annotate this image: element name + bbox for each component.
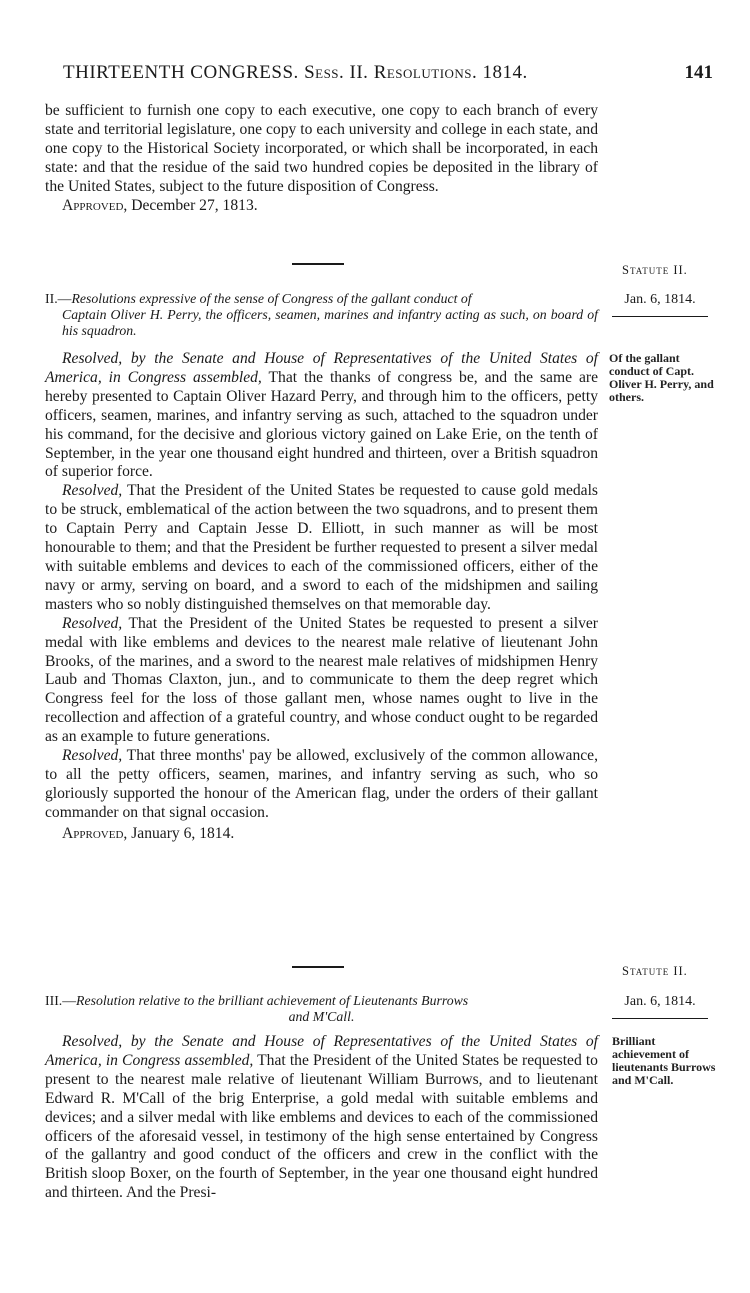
header-title-line xyxy=(63,62,528,84)
margin-note: Of the gallant conduct of Capt. Oliver H. Perry, and others. xyxy=(609,351,714,404)
resolution-paragraph xyxy=(45,350,598,482)
resolved-lead: Resolved, xyxy=(62,482,123,500)
resolution-title-line2: and M'Call. xyxy=(288,1009,355,1024)
session-label: Sess. II. xyxy=(304,62,369,83)
resolution-title-line2: Captain Oliver H. Perry, the officers, seamen, marines and infantry acting as such, on board of his squadron. xyxy=(62,307,598,338)
resolution-number: III.— xyxy=(45,993,77,1008)
approved-label: Approved, xyxy=(62,824,128,842)
date-underline xyxy=(612,316,708,317)
resolution-approved xyxy=(45,825,598,844)
opening-approved xyxy=(45,197,598,216)
resolution-paragraph xyxy=(45,615,598,747)
resolution-title xyxy=(45,993,598,1025)
opening-block xyxy=(45,102,598,215)
resolution-body xyxy=(45,1033,598,1203)
resolved-lead: Resolved, xyxy=(62,747,123,765)
resolution-date: Jan. 6, 1814. xyxy=(624,994,696,1009)
paragraph-text: That the President of the United States be requested to present a silver medal with like emblems and devices to the nearest male relative of lieutenant John Brooks, of the marines, and a sword to the nearest male relatives of midshipmen Henry Laub and Thomas Claxton, jun., and to communicate to them the deep regret which Congress feel for the loss of those gallant men, whose names ought to live in the recollection and affection of a grateful country, and whose conduct ought to be regarded as an example to future generations. xyxy=(45,614,598,746)
opening-paragraph: be sufficient to furnish one copy to each executive, one copy to each branch of every state and territorial legislature, one copy to each university and college in each state, and one copy to the Historical Society incorporated, or which shall be incorporated, in each state: and that the residue of the said two hundred copies be deposited in the library of the United States, subject to the future disposition of Congress. xyxy=(45,102,598,195)
date-underline xyxy=(612,1018,708,1019)
statute-label: Statute II. xyxy=(622,964,688,978)
approved-date: January 6, 1814. xyxy=(131,824,235,842)
header-year: 1814. xyxy=(482,62,528,83)
enacting-clause: Resolved, by the Senate and House of Representatives of the United States of America, in Congress assembled, xyxy=(45,350,598,386)
resolution-paragraph xyxy=(45,747,598,823)
page-number: 141 xyxy=(684,62,713,83)
paragraph-text: That the thanks of congress be, and the same are hereby presented to Captain Oliver Hazard Perry, and through him to the officers, petty officers, seamen, marines, and infantry serving as such, attached to the squadron under his command, for the decisive and glorious victory gained on Lake Erie, on the tenth of September, in the year one thousand eight hundred and thirteen, over a British squadron of superior force. xyxy=(45,368,598,481)
section-label: Resolutions. xyxy=(373,62,478,83)
resolution-date: Jan. 6, 1814. xyxy=(624,292,696,307)
resolution-title-line1: Resolution relative to the brilliant achievement of Lieutenants Burrows xyxy=(76,993,469,1008)
approved-label: Approved, xyxy=(62,196,128,214)
paragraph-text: That the President of the United States be requested to cause gold medals to be struck, emblematical of the action between the two squadrons, and to present them to Captain Perry and Captain Jesse D. Elliott, in such manner as will be most honourable to them; and that the President be further requested to present a silver medal with suitable emblems and devices to each of the commissioned officers, either of the navy or army, serving on board, and a sword to each of the midshipmen and sailing masters who so nobly distinguished themselves on that memorable day. xyxy=(45,482,598,613)
congress-title: THIRTEENTH CONGRESS. xyxy=(63,62,299,83)
resolution-body xyxy=(45,350,598,844)
margin-note: Brilliant achievement of lieutenants Burrows and M'Call. xyxy=(612,1034,716,1087)
resolution-title xyxy=(45,291,598,339)
paragraph-text: That the President of the United States be requested to present to the nearest male relative of lieutenant William Burrows, and to lieutenant Edward R. M'Call of the brig Enterprise, a gold medal with suitable emblems and devices; and a silver medal with like emblems and devices to each of the commissioned officers of the aforesaid vessel, in testimony of the high sense entertained by Congress of the gallantry and good conduct of the officers and crew in the conflict with the British sloop Boxer, on the fourth of September, in the year one thousand eight hundred and thirteen. And the Presi- xyxy=(45,1051,598,1202)
enacting-clause: Resolved, by the Senate and House of Representatives of the United States of America, in Congress assembled, xyxy=(45,1033,598,1069)
section-divider xyxy=(292,263,344,265)
resolution-paragraph xyxy=(45,482,598,614)
paragraph-text: That three months' pay be allowed, exclusively of the common allowance, to all the petty officers, seamen, marines, and infantry serving as such, who so gloriously supported the honour of the American flag, under the orders of their gallant commander on that signal occasion. xyxy=(45,747,598,821)
resolved-lead: Resolved, xyxy=(62,614,123,632)
statute-label: Statute II. xyxy=(622,263,688,277)
resolution-title-line1: Resolutions expressive of the sense of Congress of the gallant conduct of xyxy=(71,291,472,306)
resolution-paragraph xyxy=(45,1033,598,1203)
approved-date: December 27, 1813. xyxy=(131,196,258,214)
section-divider xyxy=(292,966,344,968)
running-header xyxy=(63,62,713,86)
resolution-number: II.— xyxy=(45,291,72,306)
